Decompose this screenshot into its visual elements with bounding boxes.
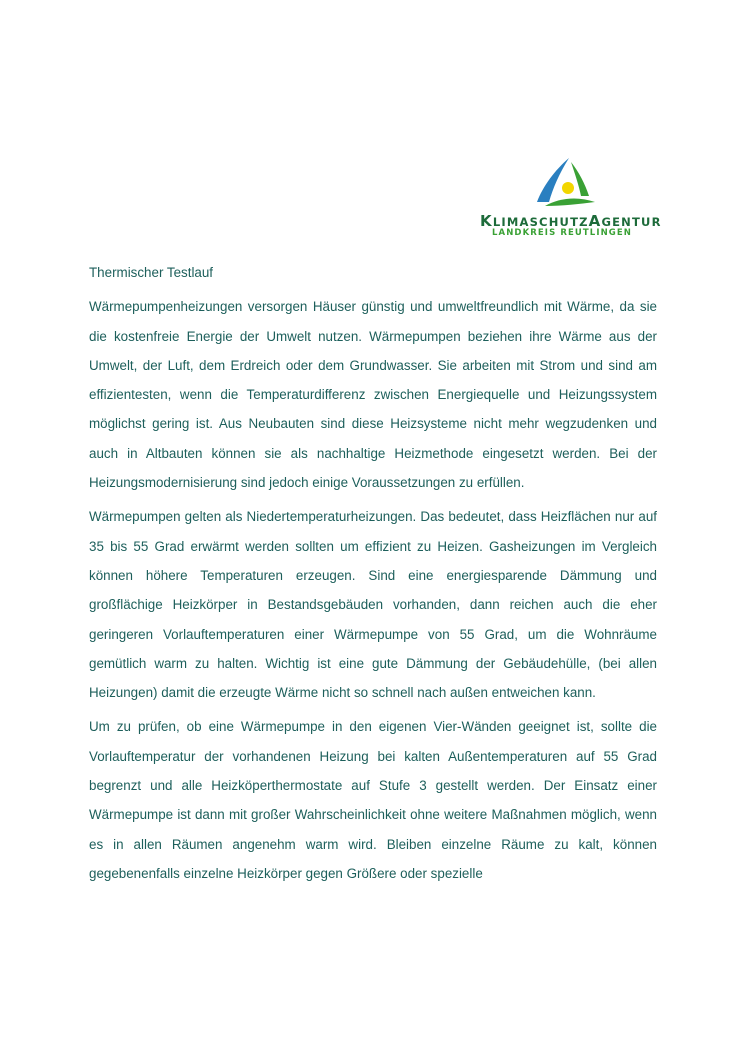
document-heading: Thermischer Testlauf (89, 265, 214, 280)
paragraph-3: Um zu prüfen, ob eine Wärmepumpe in den eigenen Vier-Wänden geeignet ist, sollte die Vorlauftemperatur der vorhandenen Heizung bei kalten Außentemperaturen auf 55 Grad begrenzt und alle Heizköperthermostate auf Stufe 3 gestellt werden. Der Einsatz einer Wärmepumpe ist dann mit großer Wahrscheinlichkeit ohne weitere Maßnahmen möglich, wenn es in allen Räumen angenehm warm wird. Bleiben einzelne Räume zu kalt, können gegebenenfalls einzelne Heizkörper gegen Größere oder spezielle (89, 719, 657, 881)
klimaschutzagentur-logo (480, 158, 662, 240)
paragraph-2: Wärmepumpen gelten als Niedertemperaturheizungen. Das bedeutet, dass Heizflächen nur auf 35 bis 55 Grad erwärmt werden sollten um effizient zu Heizen. Gasheizungen im Vergleich können höhere Temperaturen erzeugen. Sind eine energiesparende Dämmung und großflächige Heizkörper in Bestandsgebäuden vorhanden, dann reichen auch die eher geringeren Vorlauftemperaturen einer Wärmepumpe von 55 Grad, um die Wohnräume gemütlich warm zu halten. Wichtig ist eine gute Dämmung der Gebäudehülle, (bei allen Heizungen) damit die erzeugte Wärme nicht so schnell nach außen entweichen kann. (89, 509, 657, 701)
logo-subtitle: LANDKREIS REUTLINGEN (492, 228, 632, 238)
logo-mark-icon (535, 158, 595, 208)
paragraph-1: Wärmepumpenheizungen versorgen Häuser günstig und umweltfreundlich mit Wärme, da sie die kostenfreie Energie der Umwelt nutzen. Wärmepumpen beziehen ihre Wärme aus der Umwelt, der Luft, dem Erdreich oder dem Grundwasser. Sie arbeiten mit Strom und sind am effizientesten, wenn die Temperaturdifferenz zwischen Energiequelle und Heizungssystem möglichst gering ist. Aus Neubauten sind diese Heizsysteme nicht mehr wegzudenken und auch in Altbauten können sie als nachhaltige Heizmethode eingesetzt werden. Bei der Heizungsmodernisierung sind jedoch einige Voraussetzungen zu erfüllen. (89, 299, 657, 491)
logo-title: KLIMASCHUTZAGENTUR (480, 212, 662, 230)
document-body (89, 258, 657, 893)
